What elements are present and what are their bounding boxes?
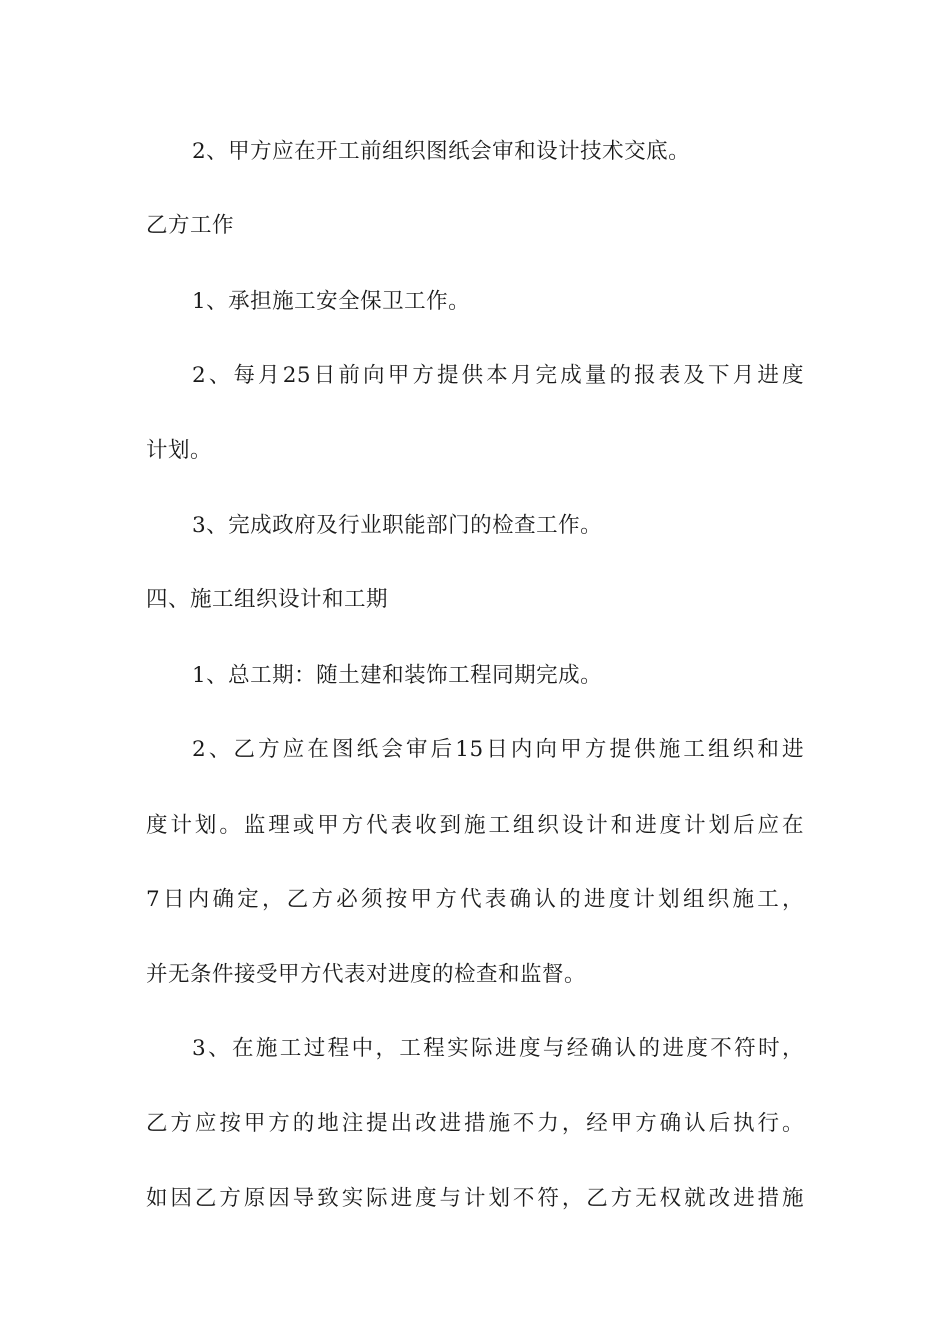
paragraph-text: 度计划。监理或甲方代表收到施工组织设计和进度计划后应在 — [146, 813, 804, 838]
paragraph-text: 并无条件接受甲方代表对进度的检查和监督。 — [146, 962, 587, 987]
section-heading: 四、施工组织设计和工期 — [146, 587, 389, 612]
paragraph-text: 3、在施工过程中，工程实际进度与经确认的进度不符时， — [192, 1036, 804, 1061]
paragraph-text: 计划。 — [146, 438, 213, 463]
paragraph-text: 1、总工期：随土建和装饰工程同期完成。 — [192, 663, 603, 688]
paragraph-text: 3、完成政府及行业职能部门的检查工作。 — [192, 513, 603, 538]
paragraph-text: 乙方应按甲方的地注提出改进措施不力，经甲方确认后执行。 — [146, 1111, 804, 1136]
paragraph-text: 2、乙方应在图纸会审后15日内向甲方提供施工组织和进 — [192, 737, 804, 762]
paragraph-text: 1、承担施工安全保卫工作。 — [192, 289, 471, 314]
paragraph-text: 2、每月25日前向甲方提供本月完成量的报表及下月进度 — [192, 363, 804, 388]
paragraph-text: 如因乙方原因导致实际进度与计划不符，乙方无权就改进措施 — [146, 1186, 804, 1211]
paragraph-text: 2、甲方应在开工前组织图纸会审和设计技术交底。 — [192, 139, 691, 164]
paragraph-text: 7日内确定，乙方必须按甲方代表确认的进度计划组织施工， — [146, 887, 804, 912]
section-heading: 乙方工作 — [146, 213, 235, 238]
